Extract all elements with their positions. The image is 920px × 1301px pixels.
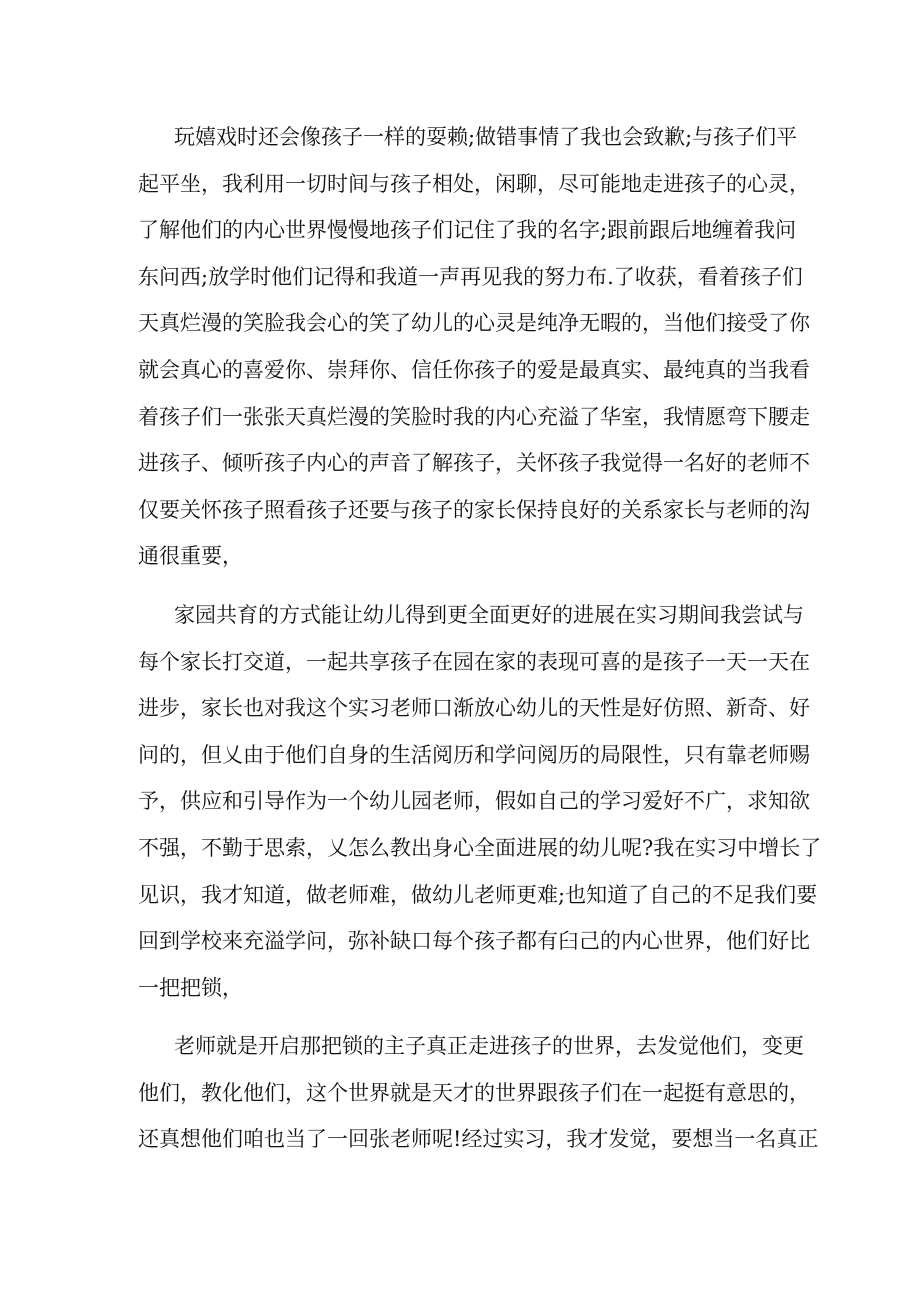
text-line: 着孩子们一张张天真烂漫的笑脸时我的内心充溢了华室，我情愿弯下腰走	[138, 404, 810, 429]
text-line: 就会真心的喜爱你、崇拜你、信任你孩子的爱是最真实、最纯真的当我看	[138, 357, 810, 382]
text-line: 见识，我才知道，做老师难，做幼儿老师更难;也知道了自己的不足我们要	[138, 882, 818, 907]
text-line: 进步，家长也对我这个实习老师口渐放心幼儿的天性是好仿照、新奇、好	[138, 696, 810, 721]
text-line: 玩嬉戏时还会像孩子一样的耍赖;做错事情了我也会致歉;与孩子们平	[174, 125, 798, 149]
text-line: 他们，教化他们，这个世界就是天才的世界跟孩子们在一起挺有意思的，	[138, 1080, 810, 1105]
text-line: 进孩子、倾听孩子内心的声音了解孩子，关怀孩子我觉得一名好的老师不	[138, 451, 810, 476]
text-line: 予，供应和引导作为一个幼儿园老师，假如自己的学习爱好不广，求知欲	[138, 789, 810, 814]
text-line: 每个家长打交道，一起共享孩子在园在家的表现可喜的是孩子一天一天在	[138, 649, 810, 674]
text-line: 仅要关怀孩子照看孩子还要与孩子的家长保持良好的关系家长与老师的沟	[138, 497, 810, 522]
text-line: 一把把锁，	[138, 975, 243, 1000]
text-line: 东问西;放学时他们记得和我道一声再见我的努力布.了收获，看着孩子们	[138, 264, 803, 289]
paragraph-2	[138, 592, 822, 1011]
text-line: 家园共育的方式能让幼儿得到更全面更好的进展在实习期间我尝试与	[174, 602, 804, 627]
text-line: 问的，但乂由于他们自身的生活阅历和学问阅历的局限性，只有靠老师赐	[138, 742, 810, 767]
document-body	[138, 114, 822, 1175]
text-line: 老师就是开启那把锁的主子真正走进孩子的世界，去发觉他们，变更	[174, 1034, 804, 1059]
text-line: 通很重要，	[138, 544, 243, 569]
text-line: 了解他们的内心世界慢慢地孩子们记住了我的名字;跟前跟后地缠着我问	[138, 218, 797, 243]
text-line: 还真想他们咱也当了一回张老师呢!经过实习，我才发觉，要想当一名真正	[138, 1127, 819, 1152]
paragraph-1	[138, 114, 810, 580]
text-line: 起平坐，我利用一切时间与孩子相处，闲聊，尽可能地走进孩子的心灵，	[138, 171, 810, 196]
paragraph-3	[138, 1023, 819, 1163]
text-line: 天真烂漫的笑脸我会心的笑了幼儿的心灵是纯净无暇的，当他们接受了你	[138, 311, 810, 336]
text-line: 回到学校来充溢学问，弥补缺口每个孩子都有臼己的内心世界，他们好比	[138, 929, 810, 954]
text-line: 不强，不勤于思索，乂怎么教出身心全面进展的幼儿呢?我在实习中增长了	[138, 835, 822, 860]
